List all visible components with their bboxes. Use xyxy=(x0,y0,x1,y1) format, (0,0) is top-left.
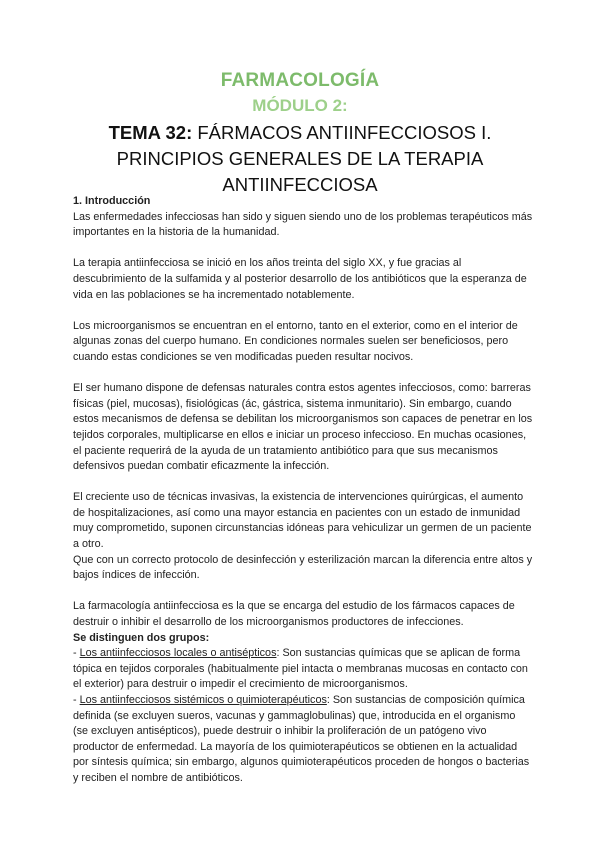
section-heading: 1. Introducción xyxy=(73,195,151,207)
groups-heading: Se distinguen dos grupos: xyxy=(73,631,210,644)
list-dash: - xyxy=(73,647,80,660)
spacer xyxy=(73,303,533,319)
paragraph-2: La terapia antiinfecciosa se inició en los años treinta del siglo XX, y fue gracias al descubrimiento de la sulfamida y al posterior desarrollo de los antibióticos que la esperanza de vida en las poblaciones se ha incrementado notablemente. xyxy=(73,257,527,301)
group-item-local xyxy=(73,646,533,693)
group-term-systemic: Los antiinfecciosos sistémicos o quimioterapéuticos xyxy=(79,694,327,706)
paragraph-1: Las enfermedades infecciosas han sido y siguen siendo uno de los problemas terapéuticos más importantes en la historia de la humanidad. xyxy=(73,210,533,239)
paragraph-6: Que con un correcto protocolo de desinfección y esterilización marcan la diferencia entre altos y bajos índices de infección. xyxy=(73,553,533,582)
paragraph-3: Los microorganismos se encuentran en el entorno, tanto en el exterior, como en el interior de algunas zonas del cuerpo humano. En condiciones normales suelen ser beneficiosos, pero cuando estas condiciones se ven modificadas pueden resultar nocivos. xyxy=(73,319,518,363)
group-text-systemic: : Son sustancias de composición química definida (se excluyen sueros, vacunas y gammaglobulinas) que, introducida en el organismo (se excluyen antisépticos), puede destruir o inhibir la proliferación de un patógeno vivo productor de enfermedad. La mayoría de los quimioterapéuticos se obtienen en la actualidad por síntesis química; sin embargo, algunos quimioterapéuticos proceden de hongos o bacterias y reciben el nombre de antibióticos. xyxy=(73,694,530,784)
group-term-local: Los antiinfecciosos locales o antisépticos xyxy=(79,647,277,660)
spacer xyxy=(73,366,533,382)
topic-title xyxy=(80,120,520,198)
topic-prefix: TEMA 32: xyxy=(108,122,193,143)
paragraph-4: El ser humano dispone de defensas naturales contra estos agentes infecciosos, como: barreras físicas (piel, mucosas), fisiológicas (ác, gástrica, sistema inmunitario). Sin embargo, cuando estos mecanismos de defensa se debilitan los microorganismos son capaces de penetrar en los tejidos corporales, multiplicarse en ellos e iniciar un proceso infeccioso. En muchas ocasiones, el paciente requerirá de la ayuda de un tratamiento antibiótico para que sus mecanismos defensivos puedan combatir eficazmente la infección. xyxy=(73,382,533,473)
spacer xyxy=(73,241,533,257)
document-body xyxy=(73,194,533,787)
spacer xyxy=(73,584,533,600)
subject-title: FARMACOLOGÍA xyxy=(220,70,380,91)
module-title: MÓDULO 2: xyxy=(252,96,348,115)
paragraph-7: La farmacología antiinfecciosa es la que se encarga del estudio de los fármacos capaces de destruir o inhibir el desarrollo de los microorganismos productores de infecciones. xyxy=(73,600,515,629)
spacer xyxy=(73,475,533,491)
paragraph-5: El creciente uso de técnicas invasivas, la existencia de intervenciones quirúrgicas, el aumento de hospitalizaciones, así como una mayor estancia en pacientes con un estado de inmunidad muy comprometido, suponen circunstancias idóneas para vehiculizar un germen de un paciente a otro. xyxy=(73,491,532,551)
group-item-systemic xyxy=(73,693,533,787)
topic-name: FÁRMACOS ANTIINFECCIOSOS I. PRINCIPIOS GENERALES DE LA TERAPIA ANTIINFECCIOSA xyxy=(116,122,492,195)
group-text-local: : Son sustancias químicas que se aplican de forma tópica en tejidos corporales (habitualmente piel intacta o membranas mucosas en contacto con el exterior) para destruir o impedir el crecimiento de microorganismos. xyxy=(73,647,528,691)
list-dash: - xyxy=(73,694,80,706)
